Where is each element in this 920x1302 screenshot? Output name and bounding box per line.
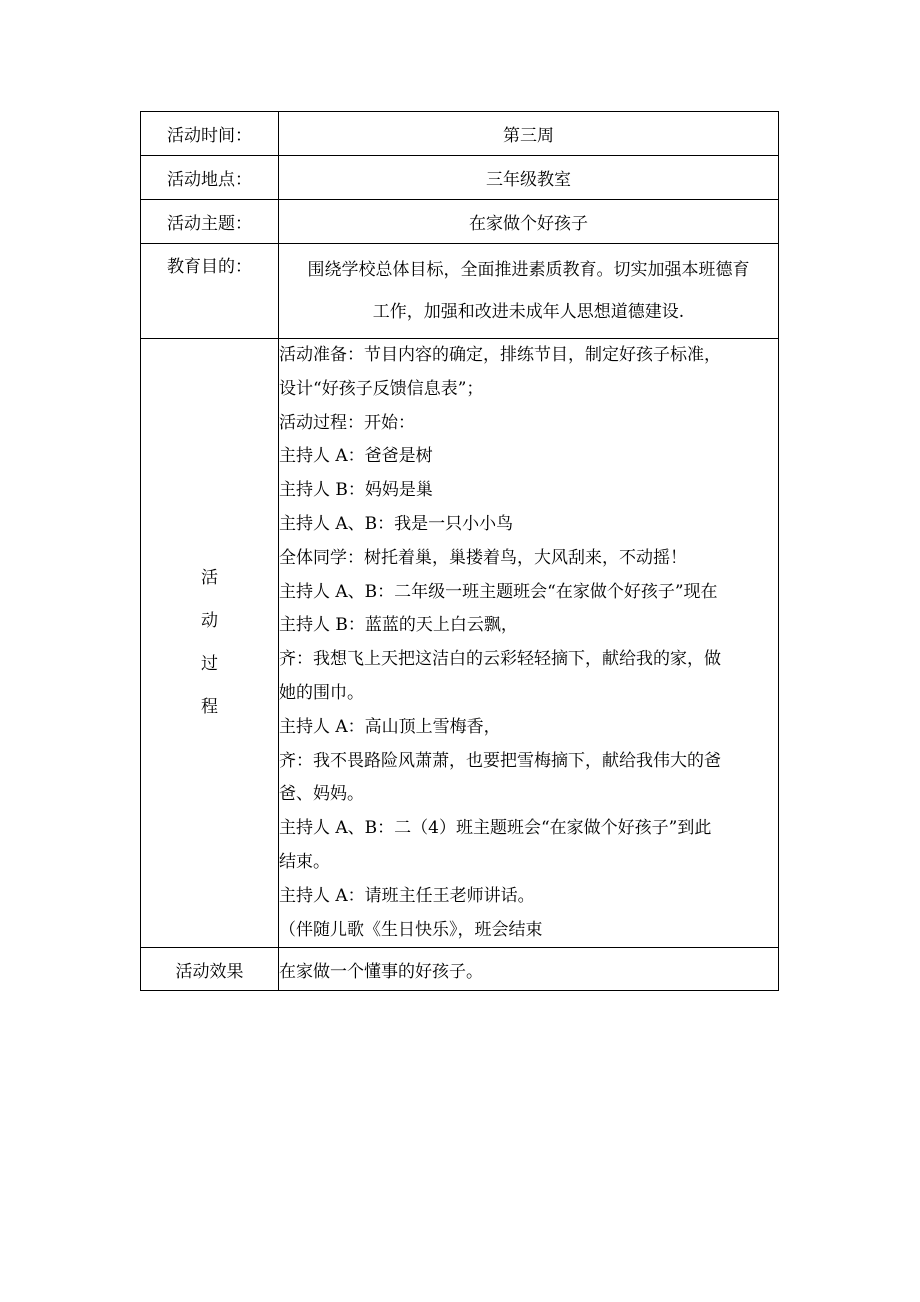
goal-line: 围绕学校总体目标，全面推进素质教育。切实加强本班德育 xyxy=(307,260,750,280)
process-line: 主持人 A：高山顶上雪梅香， xyxy=(279,716,501,737)
row-activity-theme xyxy=(141,200,779,244)
process-line: 全体同学：树托着巢，巢搂着鸟，大风刮来，不动摇！ xyxy=(279,547,687,568)
activity-record-table xyxy=(140,111,779,991)
process-line: 主持人 A：请班主任王老师讲话。 xyxy=(279,885,535,906)
label-char: 程 xyxy=(201,697,218,718)
row-education-goal xyxy=(141,244,779,339)
process-line: 活动准备：节目内容的确定，排练节目，制定好孩子标准， xyxy=(279,345,721,365)
value-activity-effect: 在家做一个懂事的好孩子。 xyxy=(279,948,779,991)
row-activity-effect xyxy=(141,948,779,991)
value-activity-place: 三年级教室 xyxy=(279,156,779,200)
value-education-goal xyxy=(279,244,779,339)
label-activity-process xyxy=(141,339,279,948)
value-activity-process xyxy=(279,339,779,948)
value-activity-theme: 在家做个好孩子 xyxy=(279,200,779,244)
row-activity-process xyxy=(141,339,779,948)
process-line: 主持人 A、B：我是一只小小鸟 xyxy=(279,513,514,534)
vertical-label xyxy=(141,557,278,729)
row-activity-place xyxy=(141,156,779,200)
label-education-goal: 教育目的： xyxy=(141,244,279,339)
label-activity-time: 活动时间： xyxy=(141,112,279,156)
label-activity-theme: 活动主题： xyxy=(141,200,279,244)
process-line: 活动过程：开始： xyxy=(279,412,415,433)
row-activity-time xyxy=(141,112,779,156)
value-activity-time: 第三周 xyxy=(279,112,779,156)
process-line: 设计“好孩子反馈信息表”； xyxy=(279,378,484,399)
label-char: 活 xyxy=(201,568,218,589)
process-line: 主持人 A：爸爸是树 xyxy=(279,446,433,467)
label-activity-place: 活动地点： xyxy=(141,156,279,200)
process-line: 结束。 xyxy=(279,851,330,872)
process-line: 主持人 A、B：二年级一班主题班会“在家做个好孩子”现在 xyxy=(279,581,718,602)
goal-line: 工作，加强和改进未成年人思想道德建设. xyxy=(372,302,685,322)
label-char: 过 xyxy=(201,654,218,675)
process-line: 齐：我想飞上天把这洁白的云彩轻轻摘下，献给我的家，做 xyxy=(279,649,721,670)
process-line: 她的围巾。 xyxy=(279,682,364,703)
process-line: 齐：我不畏路险风萧萧，也要把雪梅摘下，献给我伟大的爸 xyxy=(279,750,721,771)
label-char: 动 xyxy=(201,611,218,632)
process-line: 主持人 A、B：二（4）班主题班会“在家做个好孩子”到此 xyxy=(279,818,712,839)
process-line: 主持人 B：蓝蓝的天上白云飘， xyxy=(279,615,518,636)
label-activity-effect: 活动效果 xyxy=(141,948,279,991)
process-line: 主持人 B：妈妈是巢 xyxy=(279,480,433,501)
process-line: （伴随儿歌《生日快乐》，班会结束 xyxy=(279,919,543,940)
process-line: 爸、妈妈。 xyxy=(279,784,364,805)
